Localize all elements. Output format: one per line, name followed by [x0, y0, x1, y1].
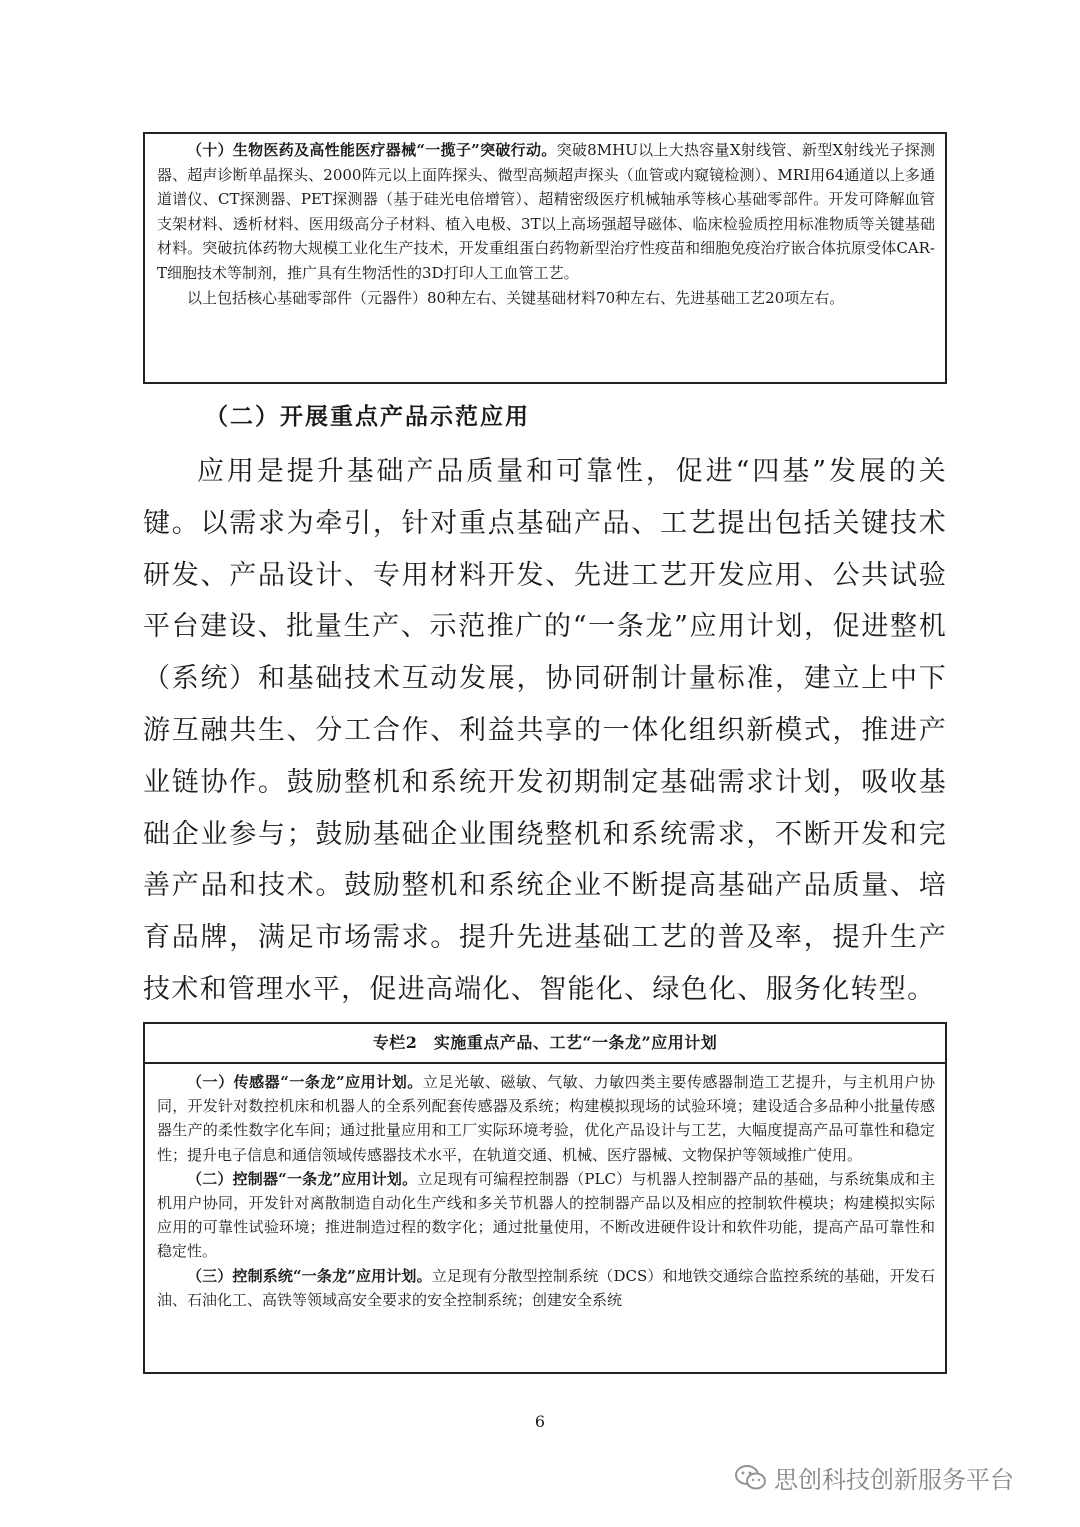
watermark-text: 思创科技创新服务平台 — [774, 1466, 1014, 1494]
page-number: 6 — [534, 1412, 546, 1431]
box1-summary: 以上包括核心基础零部件（元器件）80种左右、关键基础材料70种左右、先进基础工艺20项左右。 — [187, 288, 845, 307]
item-text: 立足光敏、磁敏、气敏、力敏四类主要传感器制造工艺提升，与主机用户协同，开发针对数控机床和机器人的全系列配套传感器及系统；构建模拟现场的试验环境；建设适合多品种小批量传感器生产的柔性数字化车间；通过批量应用和工厂实际环境考验，优化产品设计与工艺，大幅度提高产品可靠性和稳定性；提升电子信息和通信领域传感器技术水平，在轨道交通、机械、医疗器械、文物保护等领域推广使用。 — [157, 1073, 935, 1164]
item-text: 立足现有可编程控制器（PLC）与机器人控制器产品的基础，与系统集成和主机用户协同，开发针对离散制造自动化生产线和多关节机器人的控制器产品以及相应的控制软件模块；构建模拟实际应用的可靠性试验环境；推进制造过程的数字化；通过批量使用，不断改进硬件设计和软件功能，提高产品可靠性和稳定性。 — [157, 1169, 935, 1261]
section-heading: （二）开展重点产品示范应用 — [205, 403, 530, 430]
box1-heading: （十）生物医药及高性能医疗器械“一揽子”突破行动。 — [187, 141, 557, 159]
list-item — [157, 1167, 935, 1264]
body-paragraph: 应用是提升基础产品质量和可靠性，促进“四基”发展的关键。以需求为牵引，针对重点基础产品、工艺提出包括关键技术研发、产品设计、专用材料开发、先进工艺开发应用、公共试验平台建设、批量生产、示范推广的“一条龙”应用计划，促进整机（系统）和基础技术互动发展，协同研制计量标准，建立上中下游互融共生、分工合作、利益共享的一体化组织新模式，推进产业链协作。鼓励整机和系统开发初期制定基础需求计划，吸收基础企业参与；鼓励基础企业围绕整机和系统需求，不断开发和完善产品和技术。鼓励整机和系统企业不断提高基础产品质量、培育品牌，满足市场需求。提升先进基础工艺的普及率，提升生产技术和管理水平，促进高端化、智能化、绿色化、服务化转型。 — [143, 456, 947, 1005]
item-heading: （三）控制系统“一条龙”应用计划。 — [187, 1266, 432, 1285]
watermark — [734, 1460, 1014, 1495]
item-text: 立足现有分散型控制系统（DCS）和地铁交通综合监控系统的基础，开发石油、石油化工、高铁等领域高安全要求的安全控制系统；创建安全系统 — [157, 1266, 935, 1309]
column-box-title: 专栏2 实施重点产品、工艺“一条龙”应用计划 — [145, 1024, 945, 1064]
wechat-icon — [734, 1463, 768, 1493]
box1-text: 突破8MHU以上大热容量X射线管、新型X射线光子探测器、超声诊断单晶探头、2000阵元以上面阵探头、微型高频超声探头（血管或内窥镜检测）、MRI用64通道以上多通道谱仪、CT探测器、PET探测器（基于硅光电倍增管）、超精密级医疗机械轴承等核心基础零部件。开发可降解血管支架材料、透析材料、医用级高分子材料、植入电极、3T以上高场强超导磁体、临床检验质控用标准物质等关键基础材料。突破抗体药物大规模工业化生产技术，开发重组蛋白药物新型治疗性疫苗和细胞免疫治疗嵌合体抗原受体CAR-T细胞技术等制剂，推广具有生物活性的3D打印人工血管工艺。 — [157, 141, 935, 282]
item-heading: （二）控制器“一条龙”应用计划。 — [187, 1169, 418, 1188]
list-item — [157, 1264, 935, 1312]
column-box-body — [145, 1064, 945, 1312]
box1-paragraph — [157, 138, 935, 286]
item-heading: （一）传感器“一条龙”应用计划。 — [187, 1073, 423, 1091]
list-item — [157, 1070, 935, 1167]
column-box-2 — [143, 1022, 947, 1374]
project-box-biomedical — [143, 132, 947, 384]
